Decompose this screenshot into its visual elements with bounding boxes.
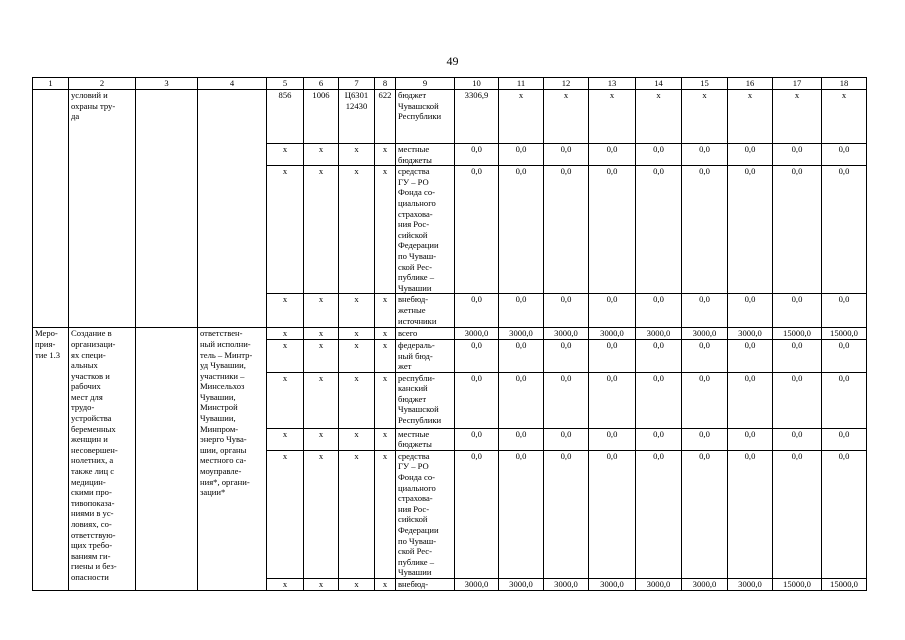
target-article-cell: x [339,328,375,340]
expense-type-cell: x [375,144,396,166]
target-article-cell: Ц6301 12430 [339,90,375,144]
section-code-cell: x [304,428,339,450]
value-cell: 0,0 [589,428,636,450]
value-cell: x [499,90,544,144]
expense-type-cell: x [375,339,396,372]
value-cell: 15000,0 [773,579,822,591]
section-code-cell: x [304,328,339,340]
target-article-cell: x [339,450,375,578]
grbs-code-cell: x [267,450,304,578]
value-cell: 0,0 [455,450,499,578]
value-cell: 0,0 [636,144,682,166]
expense-type-cell: 622 [375,90,396,144]
value-cell: 3000,0 [544,328,589,340]
value-cell: 0,0 [499,166,544,294]
column-header-7: 7 [339,78,375,90]
value-cell: 3000,0 [499,579,544,591]
funding-source-cell: всего [396,328,455,340]
value-cell: 0,0 [682,428,728,450]
funding-source-cell: федераль- ный бюд- жет [396,339,455,372]
target-article-cell: x [339,428,375,450]
value-cell: 0,0 [544,428,589,450]
value-cell: 0,0 [455,144,499,166]
table-header-row [33,78,867,90]
executor-cell: ответствен- ный исполни- тель – Минтр- уд Чувашии, участники – Минсельхоз Чувашии, Минстрой Чувашии, Минпром- энерго Чува- шии, органы местного са- моуправле- ния*, органи- зации* [198,328,267,590]
section-code-cell: 1006 [304,90,339,144]
funding-source-cell: средства ГУ – РО Фонда со- циального страхова- ния Рос- сийской Федерации по Чуваш- ской Рес- публике – Чувашии [396,450,455,578]
grbs-code-cell: x [267,328,304,340]
value-cell: 3000,0 [455,579,499,591]
grbs-code-cell: x [267,294,304,328]
value-cell: 3000,0 [589,579,636,591]
value-cell: 0,0 [499,294,544,328]
value-cell: 0,0 [773,372,822,428]
value-cell: 0,0 [499,450,544,578]
column-header-14: 14 [636,78,682,90]
value-cell: 0,0 [682,450,728,578]
grbs-code-cell: x [267,144,304,166]
value-cell: 3000,0 [636,328,682,340]
section-code-cell: x [304,166,339,294]
value-cell: x [773,90,822,144]
value-cell: 0,0 [682,294,728,328]
column-header-6: 6 [304,78,339,90]
value-cell: 0,0 [682,339,728,372]
column-header-5: 5 [267,78,304,90]
value-cell: 0,0 [822,166,867,294]
target-article-cell: x [339,372,375,428]
value-cell: 0,0 [589,450,636,578]
value-cell: 0,0 [455,428,499,450]
expense-type-cell: x [375,328,396,340]
budget-table [32,77,867,591]
column-header-11: 11 [499,78,544,90]
section-code-cell: x [304,144,339,166]
grbs-code-cell: x [267,166,304,294]
section-code-cell: x [304,339,339,372]
value-cell: x [544,90,589,144]
value-cell: 0,0 [822,372,867,428]
value-cell: 15000,0 [822,328,867,340]
value-cell: x [589,90,636,144]
value-cell: 0,0 [544,450,589,578]
value-cell: 0,0 [773,166,822,294]
value-cell: x [682,90,728,144]
column-header-10: 10 [455,78,499,90]
value-cell: 3306,9 [455,90,499,144]
column-header-12: 12 [544,78,589,90]
expense-type-cell: x [375,372,396,428]
value-cell: 3000,0 [728,328,773,340]
value-cell: x [728,90,773,144]
funding-source-cell: республи- канский бюджет Чувашской Республики [396,372,455,428]
target-article-cell: x [339,144,375,166]
measure-label-cell: Меро- прия- тие 1.3 [33,328,69,590]
value-cell: 0,0 [773,339,822,372]
column-header-3: 3 [136,78,198,90]
executor-cell [198,90,267,328]
section-code-cell: x [304,372,339,428]
value-cell: 0,0 [589,294,636,328]
table-row [33,90,867,144]
measure-name-cell: условий и охраны тру- да [69,90,136,328]
value-cell: 3000,0 [682,328,728,340]
column-header-9: 9 [396,78,455,90]
value-cell: 0,0 [773,294,822,328]
target-article-cell: x [339,339,375,372]
funding-source-cell: местные бюджеты [396,144,455,166]
section-code-cell: x [304,294,339,328]
value-cell: 0,0 [728,450,773,578]
value-cell: 0,0 [728,372,773,428]
value-cell: 0,0 [589,166,636,294]
funding-source-cell: внебюд- [396,579,455,591]
value-cell: 0,0 [822,144,867,166]
value-cell: 0,0 [589,372,636,428]
value-cell: 3000,0 [544,579,589,591]
value-cell: 0,0 [728,294,773,328]
deadline-cell [136,328,198,590]
column-header-13: 13 [589,78,636,90]
target-article-cell: x [339,579,375,591]
value-cell: 0,0 [773,428,822,450]
column-header-15: 15 [682,78,728,90]
page-number: 49 [446,54,459,68]
value-cell: 0,0 [682,166,728,294]
value-cell: 3000,0 [589,328,636,340]
value-cell: 0,0 [544,144,589,166]
deadline-cell [136,90,198,328]
column-header-16: 16 [728,78,773,90]
value-cell: 0,0 [773,450,822,578]
value-cell: 0,0 [728,339,773,372]
value-cell: 0,0 [589,339,636,372]
table-row [33,328,867,340]
value-cell: x [822,90,867,144]
value-cell: 0,0 [636,428,682,450]
value-cell: 0,0 [455,294,499,328]
value-cell: 0,0 [822,339,867,372]
value-cell: 0,0 [455,166,499,294]
value-cell: 0,0 [636,339,682,372]
column-header-8: 8 [375,78,396,90]
value-cell: 0,0 [455,339,499,372]
grbs-code-cell: x [267,339,304,372]
value-cell: 0,0 [499,339,544,372]
grbs-code-cell: x [267,428,304,450]
value-cell: 0,0 [544,372,589,428]
value-cell: 0,0 [728,166,773,294]
grbs-code-cell: 856 [267,90,304,144]
funding-source-cell: средства ГУ – РО Фонда со- циального страхова- ния Рос- сийской Федерации по Чуваш- ской Рес- публике – Чувашии [396,166,455,294]
value-cell: 0,0 [455,372,499,428]
value-cell: 3000,0 [499,328,544,340]
value-cell: 15000,0 [822,579,867,591]
grbs-code-cell: x [267,372,304,428]
value-cell: 15000,0 [773,328,822,340]
funding-source-cell: бюджет Чувашской Республики [396,90,455,144]
section-code-cell: x [304,579,339,591]
expense-type-cell: x [375,166,396,294]
value-cell: 3000,0 [682,579,728,591]
value-cell: 3000,0 [636,579,682,591]
value-cell: 0,0 [499,428,544,450]
expense-type-cell: x [375,294,396,328]
value-cell: 0,0 [728,428,773,450]
grbs-code-cell: x [267,579,304,591]
target-article-cell: x [339,166,375,294]
value-cell: 0,0 [636,450,682,578]
measure-cell [33,90,69,328]
value-cell: 3000,0 [728,579,773,591]
value-cell: 0,0 [589,144,636,166]
value-cell: 0,0 [822,428,867,450]
value-cell: 0,0 [822,450,867,578]
column-header-2: 2 [69,78,136,90]
value-cell: 0,0 [682,372,728,428]
value-cell: 0,0 [636,372,682,428]
value-cell: 0,0 [499,144,544,166]
value-cell: x [636,90,682,144]
value-cell: 0,0 [636,166,682,294]
value-cell: 0,0 [499,372,544,428]
value-cell: 0,0 [822,294,867,328]
target-article-cell: x [339,294,375,328]
value-cell: 0,0 [773,144,822,166]
funding-source-cell: внебюд- жетные источники [396,294,455,328]
expense-type-cell: x [375,450,396,578]
column-header-17: 17 [773,78,822,90]
value-cell: 0,0 [544,339,589,372]
column-header-18: 18 [822,78,867,90]
measure-name-cell: Создание в организаци- ях специ- альных участков и рабочих мест для трудо- устройства беременных женщин и несовершен- нолетних, а также лиц с медицин- скими про- тивопоказа- ниями в ус- ловиях, со- ответствую- щих требо- ваниям ги- гиены и без- опасности [69,328,136,590]
column-header-1: 1 [33,78,69,90]
value-cell: 0,0 [682,144,728,166]
value-cell: 0,0 [544,294,589,328]
column-header-4: 4 [198,78,267,90]
funding-source-cell: местные бюджеты [396,428,455,450]
section-code-cell: x [304,450,339,578]
expense-type-cell: x [375,428,396,450]
expense-type-cell: x [375,579,396,591]
value-cell: 0,0 [728,144,773,166]
value-cell: 3000,0 [455,328,499,340]
value-cell: 0,0 [544,166,589,294]
value-cell: 0,0 [636,294,682,328]
